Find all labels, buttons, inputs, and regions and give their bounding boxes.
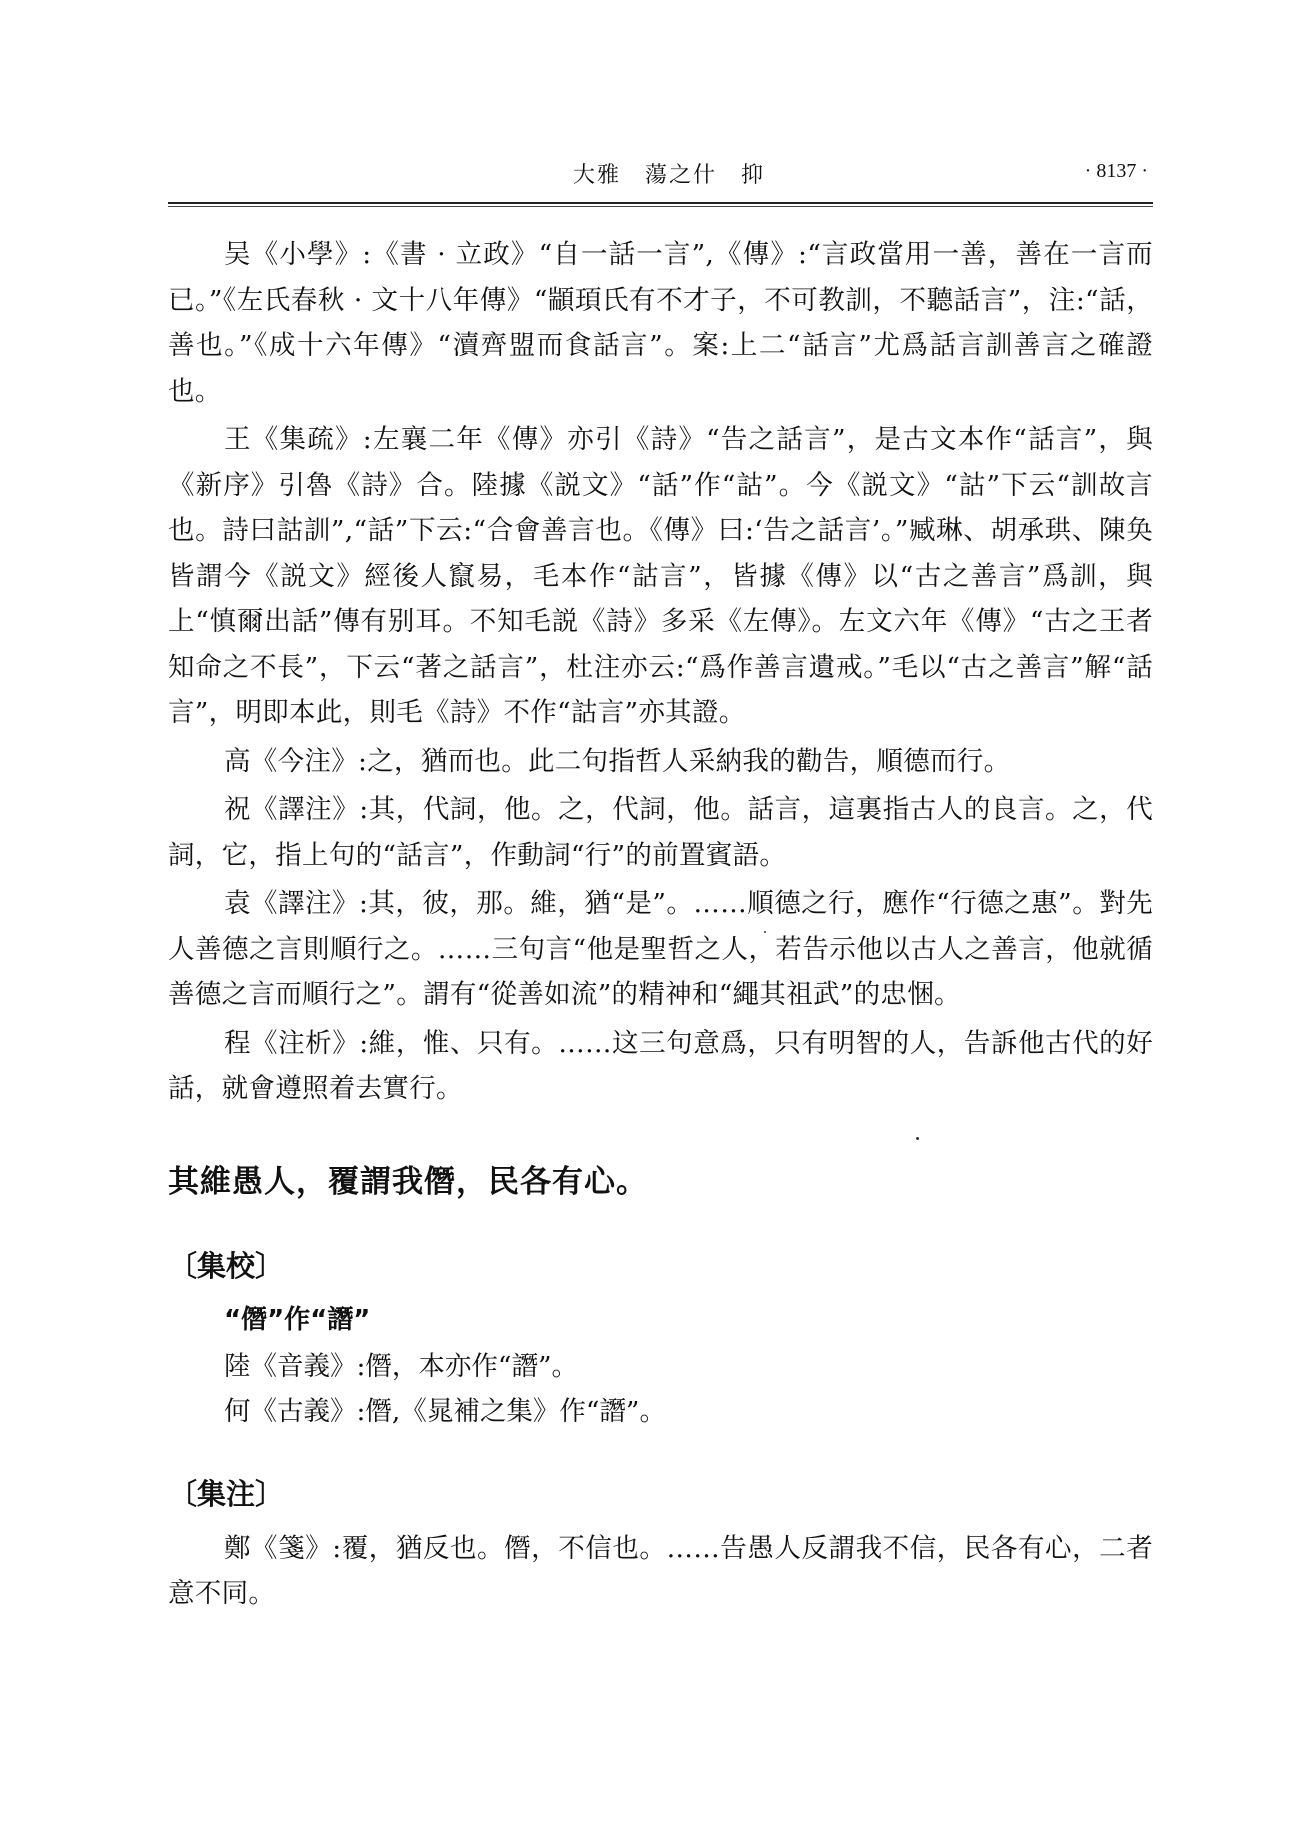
- commentary-paragraph: 程《注析》:維，惟、只有。……这三句意爲，只有明智的人，告訴他古代的好話，就會遵照着去實行。: [168, 1027, 1153, 1104]
- commentary-paragraph: 王《集疏》:左襄二年《傳》亦引《詩》“告之話言”，是古文本作“話言”，與《新序》引魯《詩》合。陸據《説文》“話”作“詁”。今《説文》“詁”下云“訓故言也。詩曰詁訓”,“話”下云:“合會善言也。《傳》曰:‘告之話言’。”臧琳、胡承珙、陳奂皆謂今《説文》經後人竄易，毛本作“詁言”，皆據《傳》以“古之善言”爲訓，與上“慎爾出話”傳有别耳。不知毛説《詩》多采《左傳》。左文六年《傳》“古之王者知命之不長”，下云“著之話言”，杜注亦云:“爲作善言遺戒。”毛以“古之善言”解“話言”，明即本此，則毛《詩》不作“詁言”亦其證。: [168, 424, 1153, 728]
- running-title: 大雅 蕩之什 抑: [573, 163, 766, 188]
- header-rule: [168, 202, 1153, 204]
- commentary-paragraph: 吴《小學》:《書 · 立政》“自一話一言”,《傳》:“言政當用一善，善在一言而已。”《左氏春秋 · 文十八年傳》“顓頊氏有不才子，不可教訓，不聽話言”，注:“話，善也。”《成十六年傳》“瀆齊盟而食話言”。案:上二“話言”尤爲話言訓善言之確證也。: [168, 239, 1153, 407]
- annotation-paragraph: 鄭《箋》:覆，猶反也。僭，不信也。……告愚人反謂我不信，民各有心，二者意不同。: [168, 1532, 1153, 1609]
- collation-note: 何《古義》:僭,《晁補之集》作“譖”。: [224, 1395, 666, 1427]
- page-number: · 8137 ·: [1084, 160, 1148, 182]
- print-speck: [916, 1137, 919, 1140]
- section-heading-jizhu: 〔集注〕: [168, 1476, 285, 1511]
- header-rule-thin: [168, 206, 1153, 207]
- commentary-paragraph: 袁《譯注》:其，彼，那。維，猶“是”。……順德之行，應作“行德之惠”。對先人善德之言則順行之。……三句言“他是聖哲之人，若告示他以古人之善言，他就循善德之言而順行之”。謂有“從善如流”的精神和“繩其祖武”的忠悃。: [168, 888, 1153, 1010]
- main-text: [168, 232, 1153, 1620]
- running-head: [168, 158, 1148, 194]
- commentary-paragraph: 高《今注》:之，猶而也。此二句指哲人采納我的勸告，順德而行。: [224, 745, 1011, 777]
- section-heading-jijiao: 〔集校〕: [168, 1248, 285, 1283]
- verse-line: 其維愚人，覆謂我僭，民各有心。: [168, 1163, 648, 1200]
- commentary-paragraph: 祝《譯注》:其，代詞，他。之，代詞，他。話言，這裏指古人的良言。之，代詞，它，指上句的“話言”，作動詞“行”的前置賓語。: [168, 794, 1153, 871]
- collation-note: 陸《音義》:僭，本亦作“譖”。: [224, 1350, 579, 1382]
- variant-subheading: “僭”作“譖”: [224, 1304, 371, 1335]
- print-speck: [764, 931, 766, 933]
